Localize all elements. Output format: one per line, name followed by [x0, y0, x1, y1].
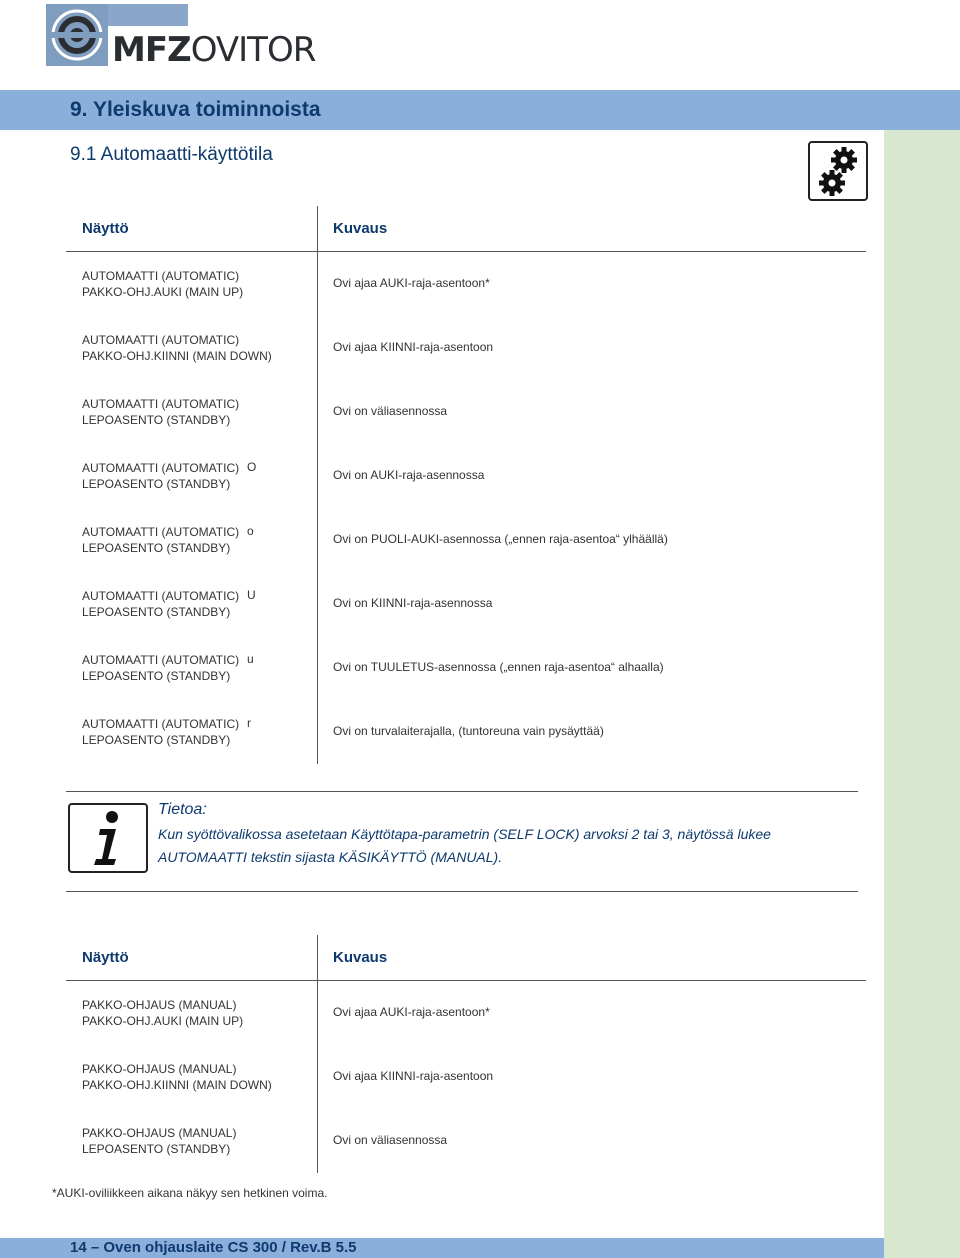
- row-description: Ovi ajaa AUKI-raja-asentoon*: [333, 276, 490, 290]
- info-box: [66, 791, 858, 893]
- header-divider: [66, 980, 866, 981]
- row-description: Ovi on KIINNI-raja-asennossa: [333, 596, 493, 610]
- row-display-text: PAKKO-OHJAUS (MANUAL) PAKKO-OHJ.KIINNI (MAIN DOWN): [82, 1062, 272, 1092]
- row-display-symbol: U: [247, 588, 256, 602]
- table-row: [0, 396, 884, 460]
- side-strip: [884, 130, 960, 1258]
- logo-emblem-icon: [46, 4, 108, 66]
- header-description: Kuvaus: [333, 220, 388, 237]
- automatic-mode-table: [0, 206, 884, 766]
- row-display-text: PAKKO-OHJAUS (MANUAL) LEPOASENTO (STANDBY): [82, 1126, 237, 1156]
- row-description: Ovi ajaa AUKI-raja-asentoon*: [333, 1005, 490, 1019]
- table-row: [0, 716, 884, 780]
- row-display-text: AUTOMAATTI (AUTOMATIC) LEPOASENTO (STANDBY): [82, 589, 240, 619]
- info-title: Tietoa:: [158, 801, 207, 818]
- row-display-text: AUTOMAATTI (AUTOMATIC) LEPOASENTO (STANDBY): [82, 653, 240, 683]
- row-display-text: AUTOMAATTI (AUTOMATIC) LEPOASENTO (STANDBY): [82, 717, 240, 747]
- footnote: *AUKI-oviliikkeen aikana näkyy sen hetkinen voima.: [52, 1186, 328, 1200]
- table-row: [0, 1061, 884, 1125]
- row-display-symbol: u: [247, 652, 254, 666]
- manual-mode-table: [0, 935, 884, 1175]
- row-description: Ovi ajaa KIINNI-raja-asentoon: [333, 340, 494, 354]
- table-row: [0, 1125, 884, 1189]
- row-description: Ovi ajaa KIINNI-raja-asentoon: [333, 1069, 494, 1083]
- row-display-symbol: o: [247, 524, 254, 538]
- row-display-text: AUTOMAATTI (AUTOMATIC) PAKKO-OHJ.KIINNI (MAIN DOWN): [82, 333, 272, 363]
- row-display-symbol: r: [247, 716, 251, 730]
- row-description: Ovi on TUULETUS-asennossa („ennen raja-asentoa“ alhaalla): [333, 660, 664, 674]
- info-icon: [68, 803, 148, 873]
- page-footer: 14 – Oven ohjauslaite CS 300 / Rev.B 5.5: [70, 1239, 357, 1256]
- row-display-text: AUTOMAATTI (AUTOMATIC) LEPOASENTO (STANDBY): [82, 525, 240, 555]
- table-row: [0, 460, 884, 524]
- gears-icon: [808, 141, 868, 201]
- row-description: Ovi on AUKI-raja-asennossa: [333, 468, 485, 482]
- row-display-text: AUTOMAATTI (AUTOMATIC) LEPOASENTO (STANDBY): [82, 461, 240, 491]
- table-row: [0, 524, 884, 588]
- header-description: Kuvaus: [333, 949, 388, 966]
- section-title: 9. Yleiskuva toiminnoista: [70, 98, 321, 121]
- table-header: [0, 935, 884, 981]
- row-display-text: AUTOMAATTI (AUTOMATIC) LEPOASENTO (STANDBY): [82, 397, 240, 427]
- header-divider: [66, 251, 866, 252]
- logo-wordmark: MFZOVITOR: [112, 30, 316, 70]
- subsection-title: 9.1 Automaatti-käyttötila: [70, 144, 273, 165]
- company-logo: [46, 4, 316, 70]
- table-row: [0, 588, 884, 652]
- table-row: [0, 997, 884, 1061]
- info-bottom-rule: [66, 891, 858, 892]
- info-text: Kun syöttövalikossa asetetaan Käyttötapa-parametrin (SELF LOCK) arvoksi 2 tai 3, näytössä lukee AUTOMAATTI tekstin sijasta KÄSIKÄYTTÖ (MANUAL).: [158, 826, 771, 865]
- table-row: [0, 332, 884, 396]
- row-display-symbol: O: [247, 460, 257, 474]
- row-display-text: AUTOMAATTI (AUTOMATIC) PAKKO-OHJ.AUKI (MAIN UP): [82, 269, 244, 299]
- table-row: [0, 652, 884, 716]
- row-description: Ovi on PUOLI-AUKI-asennossa („ennen raja-asentoa“ ylhäällä): [333, 532, 668, 546]
- row-description: Ovi on väliasennossa: [333, 404, 448, 418]
- table-header: [0, 206, 884, 252]
- row-description: Ovi on väliasennossa: [333, 1133, 448, 1147]
- header-display: Näyttö: [82, 949, 129, 966]
- row-description: Ovi on turvalaiterajalla, (tuntoreuna vain pysäyttää): [333, 724, 604, 738]
- table-row: [0, 268, 884, 332]
- header-display: Näyttö: [82, 220, 129, 237]
- info-top-rule: [66, 791, 858, 792]
- row-display-text: PAKKO-OHJAUS (MANUAL) PAKKO-OHJ.AUKI (MAIN UP): [82, 998, 244, 1028]
